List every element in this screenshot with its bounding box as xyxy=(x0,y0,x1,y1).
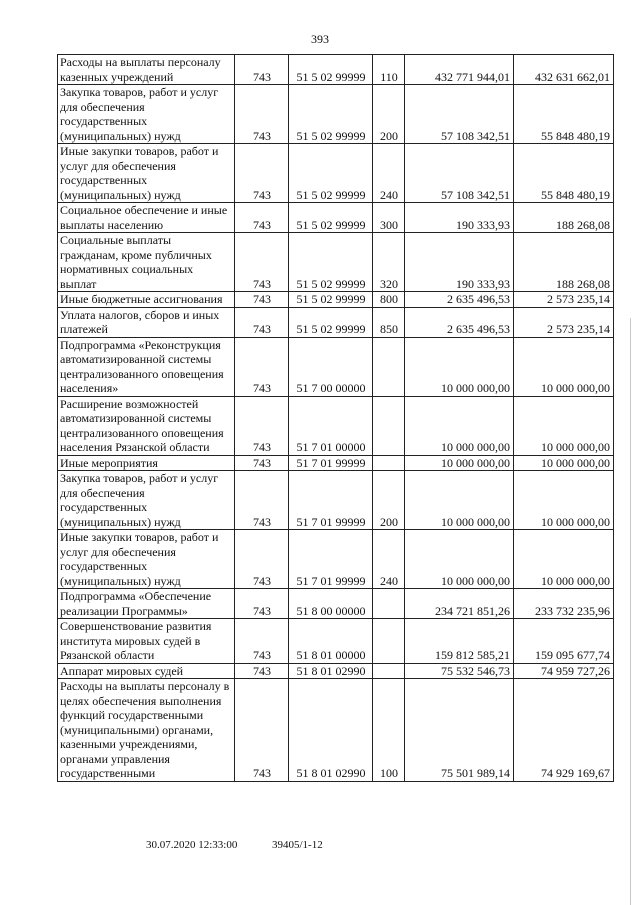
row-name-cell: Подпрограмма «Обеспечение реализации Программы» xyxy=(58,589,235,619)
row-ved-code-cell: 743 xyxy=(235,233,289,292)
row-ved-code-cell: 743 xyxy=(235,589,289,619)
row-ved-code-cell: 743 xyxy=(235,619,289,664)
row-target-article-cell: 51 7 01 99999 xyxy=(289,530,373,589)
row-sum-year1-cell: 2 635 496,53 xyxy=(405,307,514,337)
row-sum-year1-cell: 432 771 944,01 xyxy=(405,55,514,85)
row-sum-year2-cell: 10 000 000,00 xyxy=(514,530,614,589)
row-target-article-cell: 51 8 00 00000 xyxy=(289,589,373,619)
page-number: 393 xyxy=(311,32,329,46)
row-name-cell: Иные закупки товаров, работ и услуг для обеспечения государственных (муниципальных) нужд xyxy=(58,144,235,203)
row-expense-type-cell xyxy=(373,619,405,664)
row-expense-type-cell: 200 xyxy=(373,471,405,530)
row-ved-code-cell: 743 xyxy=(235,471,289,530)
row-name-cell: Социальные выплаты гражданам, кроме публичных нормативных социальных выплат xyxy=(58,233,235,292)
row-target-article-cell: 51 5 02 99999 xyxy=(289,55,373,85)
row-expense-type-cell xyxy=(373,663,405,679)
row-name-cell: Расходы на выплаты персоналу казенных учреждений xyxy=(58,55,235,85)
row-expense-type-cell: 110 xyxy=(373,55,405,85)
row-ved-code-cell: 743 xyxy=(235,292,289,308)
table-row xyxy=(58,337,614,396)
row-sum-year1-cell: 234 721 851,26 xyxy=(405,589,514,619)
table-row xyxy=(58,396,614,455)
row-expense-type-cell: 240 xyxy=(373,144,405,203)
row-target-article-cell: 51 5 02 99999 xyxy=(289,85,373,144)
row-name-cell: Аппарат мировых судей xyxy=(58,663,235,679)
row-target-article-cell: 51 8 01 00000 xyxy=(289,619,373,664)
row-sum-year2-cell: 432 631 662,01 xyxy=(514,55,614,85)
row-sum-year2-cell: 159 095 677,74 xyxy=(514,619,614,664)
table-row xyxy=(58,292,614,308)
row-sum-year1-cell: 75 501 989,14 xyxy=(405,679,514,782)
row-sum-year1-cell: 10 000 000,00 xyxy=(405,455,514,471)
row-name-cell: Расходы на выплаты персоналу в целях обеспечения выполнения функций государственными (муниципальными) органами, казенными учреждениями, органами управления государственными xyxy=(58,679,235,782)
row-target-article-cell: 51 7 01 99999 xyxy=(289,455,373,471)
row-ved-code-cell: 743 xyxy=(235,396,289,455)
row-expense-type-cell: 800 xyxy=(373,292,405,308)
row-sum-year2-cell: 55 848 480,19 xyxy=(514,144,614,203)
row-expense-type-cell: 850 xyxy=(373,307,405,337)
footer-timestamp: 30.07.2020 12:33:00 xyxy=(146,839,238,851)
row-sum-year1-cell: 159 812 585,21 xyxy=(405,619,514,664)
row-ved-code-cell: 743 xyxy=(235,663,289,679)
footer-document-code: 39405/1-12 xyxy=(272,839,323,851)
row-sum-year1-cell: 190 333,93 xyxy=(405,233,514,292)
row-target-article-cell: 51 7 00 00000 xyxy=(289,337,373,396)
row-expense-type-cell: 200 xyxy=(373,85,405,144)
row-expense-type-cell xyxy=(373,589,405,619)
row-sum-year2-cell: 55 848 480,19 xyxy=(514,85,614,144)
row-sum-year1-cell: 57 108 342,51 xyxy=(405,144,514,203)
row-target-article-cell: 51 5 02 99999 xyxy=(289,144,373,203)
row-ved-code-cell: 743 xyxy=(235,679,289,782)
row-name-cell: Подпрограмма «Реконструкция автоматизированной системы централизованного оповещения населения» xyxy=(58,337,235,396)
row-sum-year1-cell: 10 000 000,00 xyxy=(405,337,514,396)
row-expense-type-cell: 100 xyxy=(373,679,405,782)
row-target-article-cell: 51 5 02 99999 xyxy=(289,292,373,308)
row-expense-type-cell xyxy=(373,337,405,396)
row-sum-year1-cell: 75 532 546,73 xyxy=(405,663,514,679)
row-target-article-cell: 51 7 01 99999 xyxy=(289,471,373,530)
table-row xyxy=(58,455,614,471)
table-row xyxy=(58,144,614,203)
row-name-cell: Совершенствование развития института мировых судей в Рязанской области xyxy=(58,619,235,664)
row-target-article-cell: 51 7 01 00000 xyxy=(289,396,373,455)
table-row xyxy=(58,663,614,679)
row-expense-type-cell: 240 xyxy=(373,530,405,589)
table-row xyxy=(58,589,614,619)
row-ved-code-cell: 743 xyxy=(235,307,289,337)
row-sum-year1-cell: 10 000 000,00 xyxy=(405,471,514,530)
row-expense-type-cell: 320 xyxy=(373,233,405,292)
row-sum-year2-cell: 10 000 000,00 xyxy=(514,337,614,396)
row-name-cell: Иные закупки товаров, работ и услуг для обеспечения государственных (муниципальных) нужд xyxy=(58,530,235,589)
budget-table xyxy=(57,54,614,782)
row-ved-code-cell: 743 xyxy=(235,85,289,144)
row-sum-year2-cell: 74 959 727,26 xyxy=(514,663,614,679)
row-sum-year2-cell: 2 573 235,14 xyxy=(514,307,614,337)
row-expense-type-cell: 300 xyxy=(373,203,405,233)
row-name-cell: Уплата налогов, сборов и иных платежей xyxy=(58,307,235,337)
row-expense-type-cell xyxy=(373,455,405,471)
row-ved-code-cell: 743 xyxy=(235,530,289,589)
row-name-cell: Социальное обеспечение и иные выплаты населению xyxy=(58,203,235,233)
row-sum-year2-cell: 2 573 235,14 xyxy=(514,292,614,308)
row-sum-year2-cell: 10 000 000,00 xyxy=(514,455,614,471)
row-sum-year2-cell: 188 268,08 xyxy=(514,233,614,292)
table-row xyxy=(58,85,614,144)
table-row xyxy=(58,619,614,664)
table-row xyxy=(58,679,614,782)
row-name-cell: Иные мероприятия xyxy=(58,455,235,471)
row-sum-year1-cell: 10 000 000,00 xyxy=(405,396,514,455)
row-ved-code-cell: 743 xyxy=(235,203,289,233)
table-row xyxy=(58,55,614,85)
table-row xyxy=(58,233,614,292)
row-ved-code-cell: 743 xyxy=(235,144,289,203)
row-target-article-cell: 51 5 02 99999 xyxy=(289,307,373,337)
row-name-cell: Закупка товаров, работ и услуг для обеспечения государственных (муниципальных) нужд xyxy=(58,85,235,144)
row-target-article-cell: 51 5 02 99999 xyxy=(289,203,373,233)
row-target-article-cell: 51 8 01 02990 xyxy=(289,663,373,679)
row-target-article-cell: 51 5 02 99999 xyxy=(289,233,373,292)
row-sum-year1-cell: 190 333,93 xyxy=(405,203,514,233)
row-expense-type-cell xyxy=(373,396,405,455)
row-sum-year2-cell: 233 732 235,96 xyxy=(514,589,614,619)
page-edge-line xyxy=(630,318,631,905)
table-row xyxy=(58,471,614,530)
budget-table-body xyxy=(58,55,614,782)
row-ved-code-cell: 743 xyxy=(235,455,289,471)
row-sum-year1-cell: 10 000 000,00 xyxy=(405,530,514,589)
row-sum-year2-cell: 188 268,08 xyxy=(514,203,614,233)
row-ved-code-cell: 743 xyxy=(235,337,289,396)
row-sum-year2-cell: 10 000 000,00 xyxy=(514,396,614,455)
row-sum-year2-cell: 10 000 000,00 xyxy=(514,471,614,530)
row-sum-year2-cell: 74 929 169,67 xyxy=(514,679,614,782)
table-row xyxy=(58,203,614,233)
row-name-cell: Иные бюджетные ассигнования xyxy=(58,292,235,308)
row-target-article-cell: 51 8 01 02990 xyxy=(289,679,373,782)
row-sum-year1-cell: 2 635 496,53 xyxy=(405,292,514,308)
row-ved-code-cell: 743 xyxy=(235,55,289,85)
row-name-cell: Расширение возможностей автоматизированной системы централизованного оповещения населения Рязанской области xyxy=(58,396,235,455)
row-sum-year1-cell: 57 108 342,51 xyxy=(405,85,514,144)
table-row xyxy=(58,307,614,337)
row-name-cell: Закупка товаров, работ и услуг для обеспечения государственных (муниципальных) нужд xyxy=(58,471,235,530)
table-row xyxy=(58,530,614,589)
